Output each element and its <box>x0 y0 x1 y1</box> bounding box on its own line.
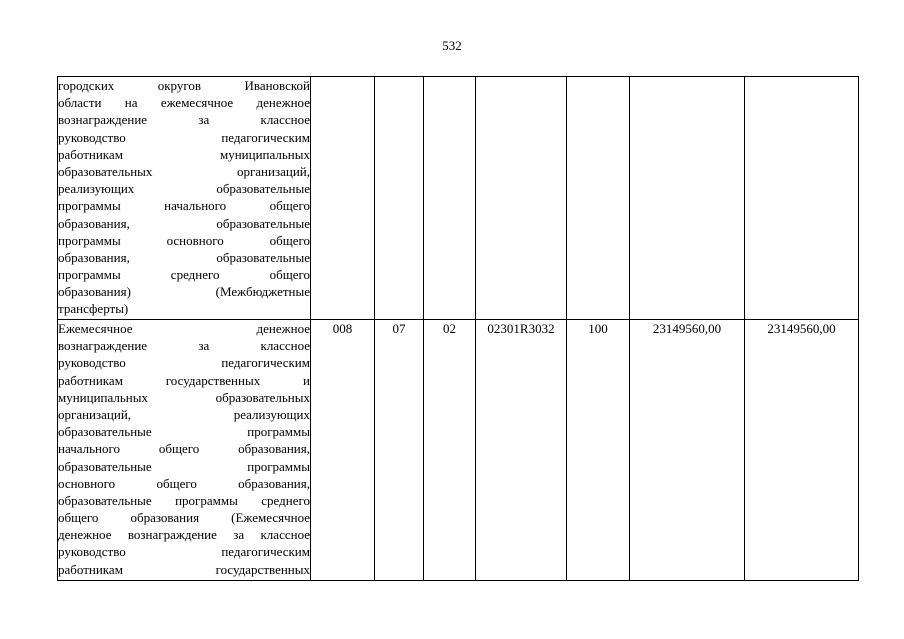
description-line: руководство педагогическим <box>58 355 310 371</box>
description-line: работникам государственных и <box>58 372 310 388</box>
target-article-cell: 02301R3032 <box>476 320 567 581</box>
description-line: области на ежемесячное денежное <box>58 95 310 111</box>
description-line: начального общего образования, <box>58 441 310 457</box>
description-line: основного общего образования, <box>58 475 310 491</box>
description-line: реализующих образовательные <box>58 181 310 197</box>
description-cell <box>58 77 311 320</box>
description-line: организаций, реализующих <box>58 406 310 422</box>
amount-1-cell: 23149560,00 <box>630 320 745 581</box>
description-line: образовательные программы <box>58 458 310 474</box>
subsection-code-cell: 02 <box>424 320 476 581</box>
description-line: работникам муниципальных <box>58 146 310 162</box>
description-line: Ежемесячное денежное <box>58 321 310 336</box>
description-line: образования, образовательные <box>58 249 310 265</box>
description-line: денежное вознаграждение за классное <box>58 527 310 543</box>
description-line: вознаграждение за классное <box>58 338 310 354</box>
description-cell <box>58 320 311 581</box>
description-line: образовательные программы <box>58 424 310 440</box>
description-line: программы начального общего <box>58 198 310 214</box>
description-line: образования) (Межбюджетные <box>58 284 310 300</box>
description-line: трансферты) <box>58 301 129 317</box>
subsection-code-cell <box>424 77 476 320</box>
description-line: образования, образовательные <box>58 215 310 231</box>
description-line: образовательные программы среднего <box>58 492 310 508</box>
ministry-code-cell <box>311 77 375 320</box>
budget-table <box>57 76 859 581</box>
table-row <box>58 77 859 320</box>
description-line: программы среднего общего <box>58 267 310 283</box>
page-number: 532 <box>442 38 462 53</box>
table-row <box>58 320 859 581</box>
amount-1-cell <box>630 77 745 320</box>
description-line: руководство педагогическим <box>58 129 310 145</box>
target-article-cell <box>476 77 567 320</box>
ministry-code-cell: 008 <box>311 320 375 581</box>
amount-2-cell: 23149560,00 <box>745 320 859 581</box>
description-line: работникам государственных <box>58 561 310 577</box>
description-line: образовательных организаций, <box>58 163 310 179</box>
amount-2-cell <box>745 77 859 320</box>
description-line: руководство педагогическим <box>58 544 310 560</box>
description-line: муниципальных образовательных <box>58 389 310 405</box>
expense-type-cell <box>567 77 630 320</box>
section-code-cell <box>375 77 424 320</box>
description-line: общего образования (Ежемесячное <box>58 510 310 526</box>
description-line: городских округов Ивановской <box>58 78 310 93</box>
description-line: программы основного общего <box>58 232 310 248</box>
section-code-cell: 07 <box>375 320 424 581</box>
description-line: вознаграждение за классное <box>58 112 310 128</box>
expense-type-cell: 100 <box>567 320 630 581</box>
